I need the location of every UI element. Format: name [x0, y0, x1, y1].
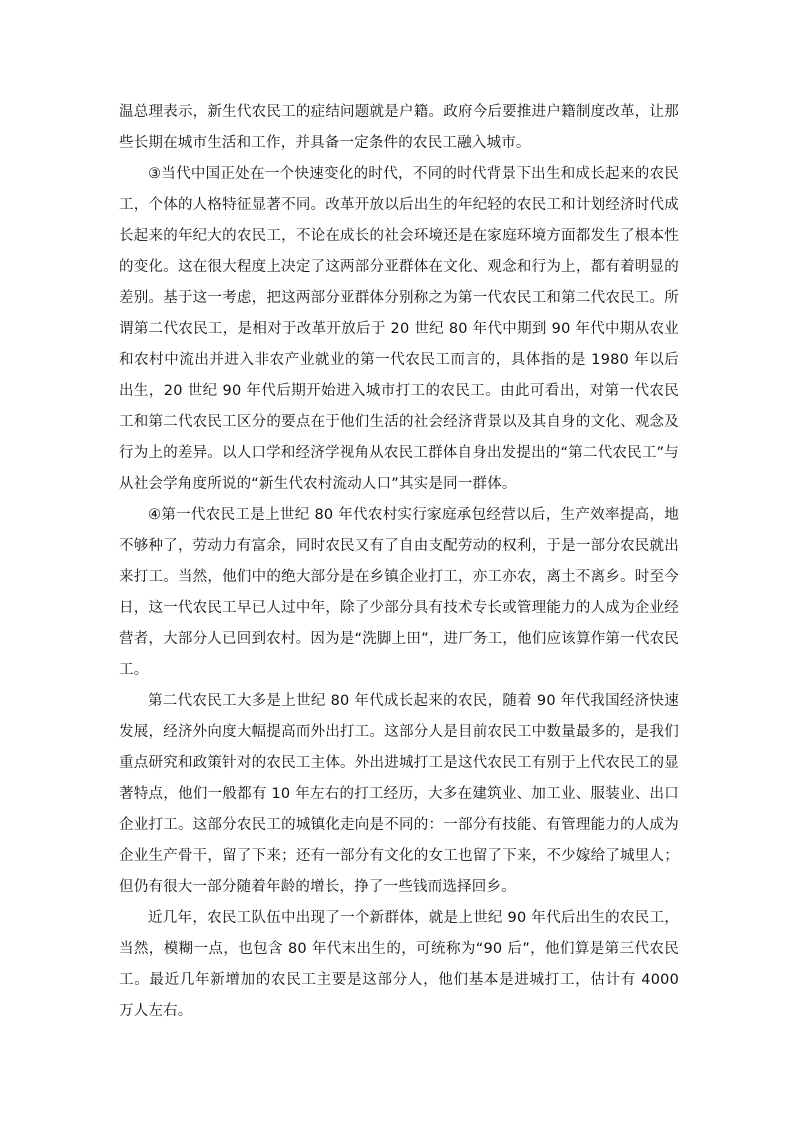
paragraph-first-generation: ④第一代农民工是上世纪 80 年代农村实行家庭承包经营以后，生产效率提高，地不够种了，劳动力有富余，同时农民又有了自由支配劳动的权利，于是一部分农民就出来打工。当然，他们中的绝大部分是在乡镇企业打工，亦工亦农，离土不离乡。时至今日，这一代农民工早已人过中年，除了少部分具有技术专长或管理能力的人成为企业经营者，大部分人已回到农村。因为是“洗脚上田”，进厂务工，他们应该算作第一代农民工。: [119, 507, 679, 678]
paragraph-third-generation: 近几年，农民工队伍中出现了一个新群体，就是上世纪 90 年代后出生的农民工，当然，模糊一点，也包含 80 年代末出生的，可统称为“90 后”，他们算是第三代农民工。最近几年新增加的农民工主要是这部分人，他们基本是进城打工，估计有 4000 万人左右。: [119, 910, 679, 1019]
paragraph-second-generation: 第二代农民工大多是上世纪 80 年代成长起来的农民，随着 90 年代我国经济快速发展，经济外向度大幅提高而外出打工。这部分人是目前农民工中数量最多的，是我们重点研究和政策针对的农民工主体。外出进城打工是这代农民工有别于上代农民工的显著特点，他们一般都有 10 年左右的打工经历，大多在建筑业、加工业、服装业、出口企业打工。这部分农民工的城镇化走向是不同的：一部分有技能、有管理能力的人成为企业生产骨干，留了下来；还有一部分有文化的女工也留了下来，不少嫁给了城里人；但仍有很大一部分随着年龄的增长，挣了一些钱而选择回乡。: [119, 693, 679, 895]
paragraph-household-registration: 温总理表示，新生代农民工的症结问题就是户籍。政府今后要推进户籍制度改革，让那些长期在城市生活和工作，并具备一定条件的农民工融入城市。: [119, 104, 679, 151]
document-body: [119, 97, 679, 1027]
paragraph-generations-definition: ③当代中国正处在一个快速变化的时代，不同的时代背景下出生和成长起来的农民工，个体的人格特征显著不同。改革开放以后出生的年纪轻的农民工和计划经济时代成长起来的年纪大的农民工，不论在成长的社会环境还是在家庭环境方面都发生了根本性的变化。这在很大程度上决定了这两部分亚群体在文化、观念和行为上，都有着明显的差别。基于这一考虑，把这两部分亚群体分别称之为第一代农民工和第二代农民工。所谓第二代农民工，是相对于改革开放后于 20 世纪 80 年代中期到 90 年代中期从农业和农村中流出并进入非农产业就业的第一代农民工而言的，具体指的是 1980 年以后出生，20 世纪 90 年代后期开始进入城市打工的农民工。由此可看出，对第一代农民工和第二代农民工区分的要点在于他们生活的社会经济背景以及其自身的文化、观念及行为上的差异。以人口学和经济学视角从农民工群体自身出发提出的“第二代农民工”与从社会学角度所说的“新生代农村流动人口”其实是同一群体。: [119, 166, 679, 492]
